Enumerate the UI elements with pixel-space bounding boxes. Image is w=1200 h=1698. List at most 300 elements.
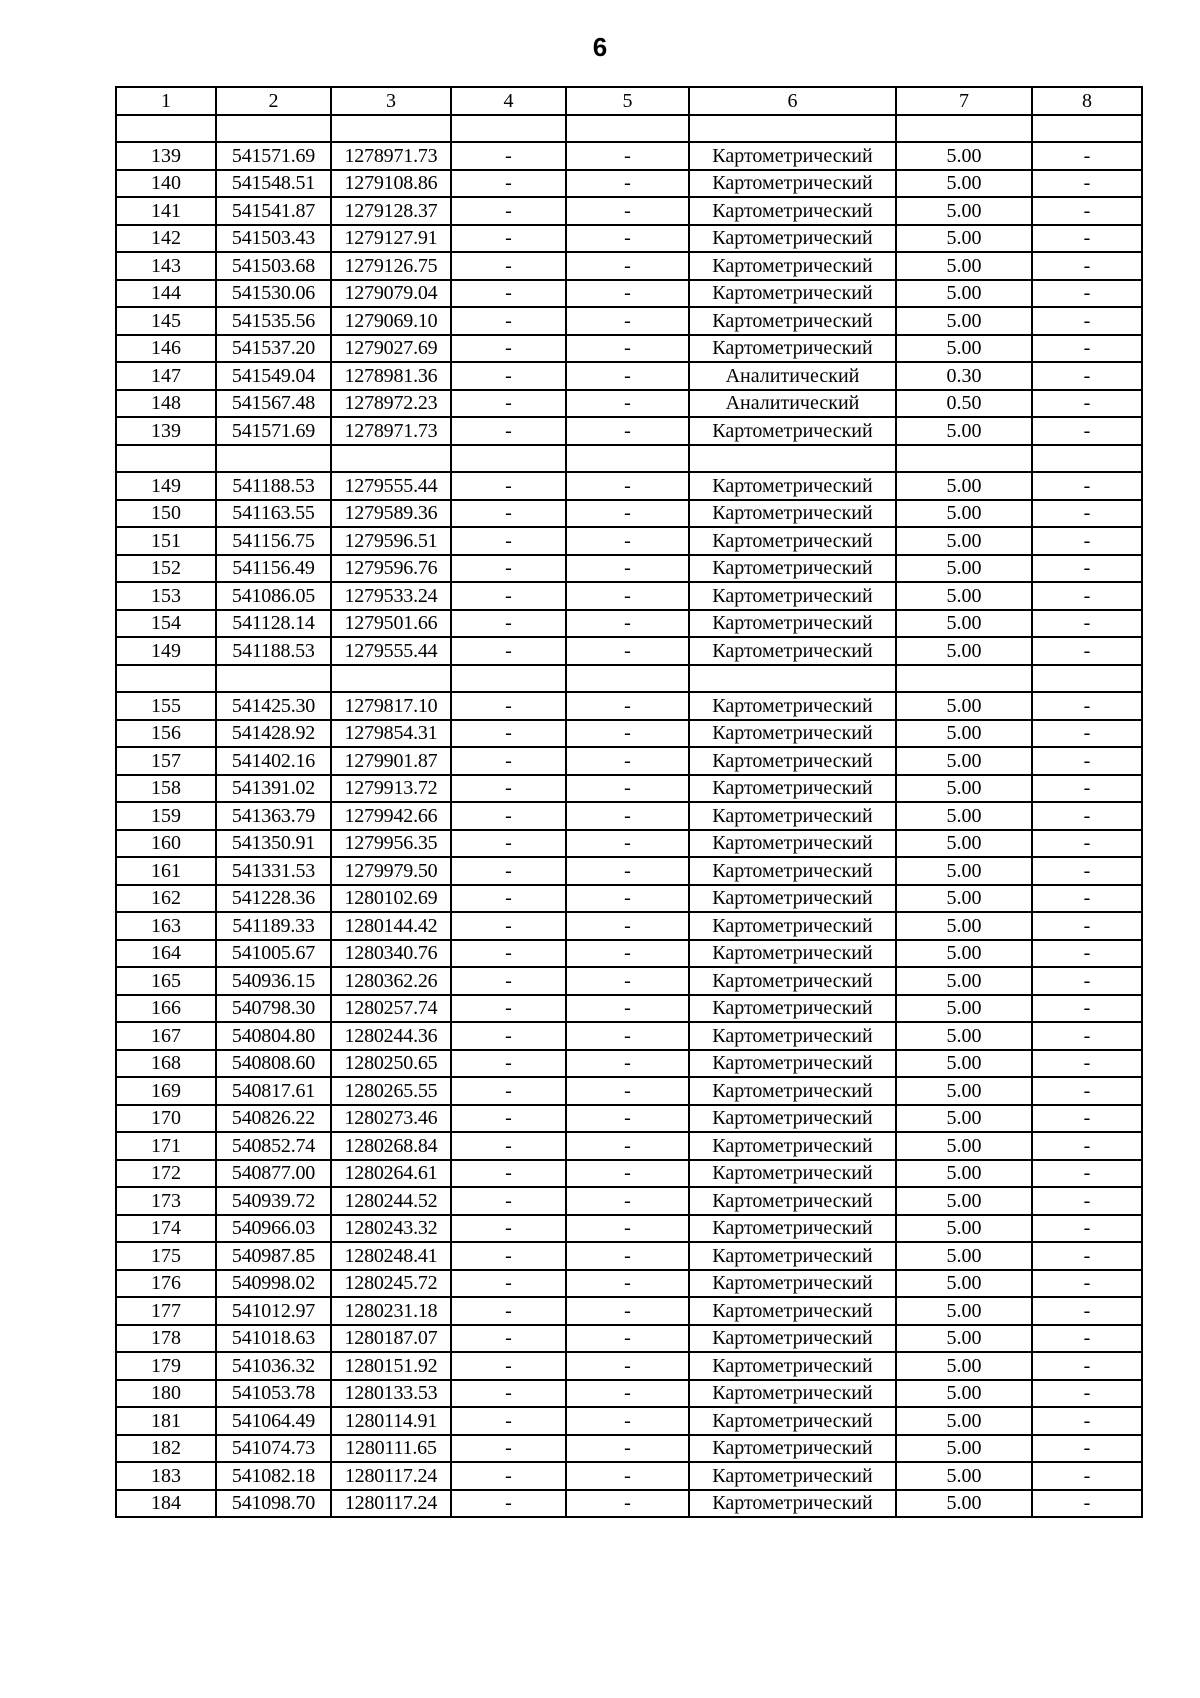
method-cell: Картометрический [689,967,896,995]
col8-cell: - [1032,582,1142,610]
table-row [116,500,1142,528]
col5-cell: - [566,1242,689,1270]
accuracy-cell: 5.00 [896,720,1032,748]
table-row [116,115,1142,143]
point-number-cell [116,665,216,693]
y-coordinate-cell: 1279069.10 [331,307,451,335]
y-coordinate-cell: 1279555.44 [331,637,451,665]
method-cell: Картометрический [689,1325,896,1353]
point-number-cell: 168 [116,1050,216,1078]
x-coordinate-cell: 541428.92 [216,720,331,748]
x-coordinate-cell: 541571.69 [216,142,331,170]
col4-cell: - [451,197,566,225]
x-coordinate-cell: 540852.74 [216,1132,331,1160]
col8-cell: - [1032,197,1142,225]
point-number-cell: 172 [116,1160,216,1188]
y-coordinate-cell: 1280117.24 [331,1462,451,1490]
col5-cell: - [566,830,689,858]
col8-cell: - [1032,527,1142,555]
x-coordinate-cell: 541567.48 [216,390,331,418]
col8-cell: - [1032,472,1142,500]
x-coordinate-cell: 541549.04 [216,362,331,390]
column-header: 3 [331,87,451,115]
accuracy-cell: 5.00 [896,885,1032,913]
x-coordinate-cell: 540998.02 [216,1270,331,1298]
table-row [116,362,1142,390]
y-coordinate-cell: 1279079.04 [331,280,451,308]
table-row [116,1242,1142,1270]
accuracy-cell: 5.00 [896,335,1032,363]
col4-cell: - [451,252,566,280]
accuracy-cell: 5.00 [896,1297,1032,1325]
col5-cell: - [566,1105,689,1133]
col4-cell [451,665,566,693]
col8-cell: - [1032,1187,1142,1215]
col8-cell: - [1032,747,1142,775]
table-row [116,142,1142,170]
accuracy-cell: 5.00 [896,197,1032,225]
col4-cell: - [451,1297,566,1325]
y-coordinate-cell: 1280102.69 [331,885,451,913]
col5-cell [566,115,689,143]
x-coordinate-cell: 541018.63 [216,1325,331,1353]
x-coordinate-cell: 541189.33 [216,912,331,940]
accuracy-cell: 5.00 [896,252,1032,280]
x-coordinate-cell: 540966.03 [216,1215,331,1243]
method-cell: Картометрический [689,500,896,528]
col4-cell: - [451,1407,566,1435]
y-coordinate-cell: 1280264.61 [331,1160,451,1188]
x-coordinate-cell: 541391.02 [216,775,331,803]
point-number-cell: 166 [116,995,216,1023]
method-cell: Картометрический [689,1380,896,1408]
col8-cell: - [1032,885,1142,913]
x-coordinate-cell: 540877.00 [216,1160,331,1188]
col8-cell: - [1032,1380,1142,1408]
col5-cell: - [566,1050,689,1078]
point-number-cell: 141 [116,197,216,225]
accuracy-cell: 5.00 [896,802,1032,830]
col5-cell: - [566,1187,689,1215]
col8-cell: - [1032,390,1142,418]
point-number-cell: 143 [116,252,216,280]
method-cell: Картометрический [689,1490,896,1518]
col4-cell: - [451,940,566,968]
method-cell: Картометрический [689,1050,896,1078]
y-coordinate-cell: 1280243.32 [331,1215,451,1243]
method-cell: Картометрический [689,692,896,720]
method-cell: Картометрический [689,555,896,583]
col8-cell: - [1032,1160,1142,1188]
table-row [116,1050,1142,1078]
accuracy-cell: 5.00 [896,1352,1032,1380]
point-number-cell [116,115,216,143]
col5-cell: - [566,582,689,610]
point-number-cell: 145 [116,307,216,335]
col5-cell: - [566,1325,689,1353]
x-coordinate-cell: 541163.55 [216,500,331,528]
y-coordinate-cell: 1280250.65 [331,1050,451,1078]
col4-cell: - [451,1380,566,1408]
col5-cell: - [566,1297,689,1325]
col8-cell: - [1032,857,1142,885]
method-cell: Картометрический [689,1270,896,1298]
accuracy-cell: 5.00 [896,1380,1032,1408]
table-row [116,252,1142,280]
col5-cell: - [566,967,689,995]
col8-cell: - [1032,610,1142,638]
x-coordinate-cell: 541053.78 [216,1380,331,1408]
col4-cell: - [451,170,566,198]
y-coordinate-cell: 1280114.91 [331,1407,451,1435]
col4-cell: - [451,967,566,995]
point-number-cell: 180 [116,1380,216,1408]
column-header: 5 [566,87,689,115]
col4-cell: - [451,857,566,885]
accuracy-cell: 5.00 [896,857,1032,885]
col5-cell: - [566,170,689,198]
x-coordinate-cell: 541188.53 [216,472,331,500]
accuracy-cell: 0.50 [896,390,1032,418]
method-cell: Картометрический [689,912,896,940]
method-cell: Аналитический [689,362,896,390]
col5-cell: - [566,1077,689,1105]
method-cell: Картометрический [689,170,896,198]
method-cell: Картометрический [689,582,896,610]
x-coordinate-cell: 541548.51 [216,170,331,198]
col8-cell: - [1032,1462,1142,1490]
col4-cell: - [451,1187,566,1215]
point-number-cell: 183 [116,1462,216,1490]
point-number-cell: 178 [116,1325,216,1353]
point-number-cell: 182 [116,1435,216,1463]
x-coordinate-cell [216,115,331,143]
col5-cell: - [566,472,689,500]
point-number-cell: 173 [116,1187,216,1215]
y-coordinate-cell: 1279027.69 [331,335,451,363]
x-coordinate-cell: 541098.70 [216,1490,331,1518]
col5-cell: - [566,857,689,885]
col5-cell: - [566,417,689,445]
method-cell [689,445,896,473]
accuracy-cell: 5.00 [896,830,1032,858]
x-coordinate-cell: 540826.22 [216,1105,331,1133]
y-coordinate-cell: 1280231.18 [331,1297,451,1325]
accuracy-cell: 5.00 [896,1050,1032,1078]
y-coordinate-cell: 1279979.50 [331,857,451,885]
y-coordinate-cell: 1280144.42 [331,912,451,940]
method-cell: Картометрический [689,1297,896,1325]
col4-cell: - [451,225,566,253]
col8-cell: - [1032,417,1142,445]
col5-cell: - [566,1022,689,1050]
table-row [116,307,1142,335]
accuracy-cell: 5.00 [896,967,1032,995]
col8-cell: - [1032,170,1142,198]
point-number-cell: 174 [116,1215,216,1243]
y-coordinate-cell: 1280362.26 [331,967,451,995]
table-row [116,445,1142,473]
x-coordinate-cell: 541074.73 [216,1435,331,1463]
accuracy-cell [896,445,1032,473]
col5-cell: - [566,1215,689,1243]
table-row [116,582,1142,610]
accuracy-cell: 5.00 [896,940,1032,968]
point-number-cell: 149 [116,637,216,665]
column-header: 7 [896,87,1032,115]
accuracy-cell: 5.00 [896,1105,1032,1133]
col5-cell: - [566,1270,689,1298]
col5-cell: - [566,362,689,390]
table-row [116,775,1142,803]
column-header: 8 [1032,87,1142,115]
col5-cell: - [566,1462,689,1490]
col5-cell: - [566,335,689,363]
col4-cell: - [451,1050,566,1078]
col4-cell [451,445,566,473]
col8-cell: - [1032,362,1142,390]
col8-cell: - [1032,1407,1142,1435]
point-number-cell: 153 [116,582,216,610]
accuracy-cell: 5.00 [896,1215,1032,1243]
table-row [116,225,1142,253]
method-cell: Картометрический [689,940,896,968]
col8-cell: - [1032,1325,1142,1353]
method-cell: Картометрический [689,252,896,280]
col4-cell: - [451,142,566,170]
col4-cell: - [451,280,566,308]
col4-cell: - [451,912,566,940]
y-coordinate-cell: 1278972.23 [331,390,451,418]
col8-cell: - [1032,1050,1142,1078]
point-number-cell: 149 [116,472,216,500]
method-cell: Картометрический [689,1215,896,1243]
accuracy-cell: 5.00 [896,1462,1032,1490]
page-number: 6 [592,32,608,62]
col8-cell: - [1032,555,1142,583]
table-row [116,940,1142,968]
column-header: 1 [116,87,216,115]
col8-cell: - [1032,1215,1142,1243]
col4-cell: - [451,1132,566,1160]
col8-cell: - [1032,775,1142,803]
col5-cell: - [566,720,689,748]
col4-cell: - [451,307,566,335]
y-coordinate-cell: 1280244.52 [331,1187,451,1215]
method-cell: Картометрический [689,1242,896,1270]
point-number-cell: 156 [116,720,216,748]
col8-cell: - [1032,967,1142,995]
col5-cell: - [566,1160,689,1188]
x-coordinate-cell: 541363.79 [216,802,331,830]
x-coordinate-cell: 541064.49 [216,1407,331,1435]
x-coordinate-cell: 541005.67 [216,940,331,968]
table-row [116,1215,1142,1243]
method-cell: Картометрический [689,1077,896,1105]
table-row [116,1132,1142,1160]
col5-cell: - [566,610,689,638]
y-coordinate-cell [331,665,451,693]
x-coordinate-cell: 540804.80 [216,1022,331,1050]
accuracy-cell: 5.00 [896,995,1032,1023]
table-row [116,610,1142,638]
col5-cell: - [566,1435,689,1463]
y-coordinate-cell: 1280151.92 [331,1352,451,1380]
accuracy-cell: 5.00 [896,912,1032,940]
x-coordinate-cell: 541503.43 [216,225,331,253]
method-cell: Картометрический [689,280,896,308]
x-coordinate-cell: 541537.20 [216,335,331,363]
col8-cell: - [1032,1297,1142,1325]
table-row [116,555,1142,583]
method-cell: Картометрический [689,1132,896,1160]
col8-cell: - [1032,802,1142,830]
col8-cell: - [1032,995,1142,1023]
col4-cell: - [451,1462,566,1490]
col5-cell: - [566,747,689,775]
col4-cell: - [451,527,566,555]
table-row [116,1380,1142,1408]
y-coordinate-cell: 1280244.36 [331,1022,451,1050]
point-number-cell: 155 [116,692,216,720]
x-coordinate-cell: 541571.69 [216,417,331,445]
table-row [116,390,1142,418]
y-coordinate-cell: 1279913.72 [331,775,451,803]
point-number-cell [116,445,216,473]
accuracy-cell: 5.00 [896,582,1032,610]
method-cell: Картометрический [689,1160,896,1188]
point-number-cell: 152 [116,555,216,583]
y-coordinate-cell: 1279128.37 [331,197,451,225]
accuracy-cell: 5.00 [896,1160,1032,1188]
point-number-cell: 176 [116,1270,216,1298]
accuracy-cell: 5.00 [896,280,1032,308]
accuracy-cell: 5.00 [896,1187,1032,1215]
table-row [116,692,1142,720]
col4-cell: - [451,417,566,445]
x-coordinate-cell: 541012.97 [216,1297,331,1325]
accuracy-cell: 5.00 [896,1407,1032,1435]
x-coordinate-cell [216,665,331,693]
y-coordinate-cell: 1279942.66 [331,802,451,830]
col4-cell: - [451,1270,566,1298]
method-cell: Картометрический [689,1435,896,1463]
table-row [116,1077,1142,1105]
method-cell: Картометрический [689,472,896,500]
point-number-cell: 171 [116,1132,216,1160]
table-row [116,912,1142,940]
y-coordinate-cell: 1279901.87 [331,747,451,775]
x-coordinate-cell [216,445,331,473]
x-coordinate-cell: 540808.60 [216,1050,331,1078]
col4-cell: - [451,1242,566,1270]
accuracy-cell: 5.00 [896,472,1032,500]
point-number-cell: 179 [116,1352,216,1380]
col4-cell: - [451,335,566,363]
table-row [116,1022,1142,1050]
table-row [116,720,1142,748]
col8-cell: - [1032,1077,1142,1105]
method-cell: Картометрический [689,802,896,830]
col5-cell: - [566,142,689,170]
method-cell: Картометрический [689,527,896,555]
accuracy-cell: 5.00 [896,225,1032,253]
method-cell: Картометрический [689,197,896,225]
y-coordinate-cell: 1279127.91 [331,225,451,253]
point-number-cell: 154 [116,610,216,638]
y-coordinate-cell: 1279854.31 [331,720,451,748]
method-cell: Картометрический [689,307,896,335]
accuracy-cell: 5.00 [896,1490,1032,1518]
y-coordinate-cell: 1279126.75 [331,252,451,280]
y-coordinate-cell: 1279817.10 [331,692,451,720]
col8-cell: - [1032,1132,1142,1160]
col8-cell: - [1032,940,1142,968]
method-cell [689,115,896,143]
accuracy-cell: 5.00 [896,142,1032,170]
accuracy-cell: 5.00 [896,307,1032,335]
y-coordinate-cell: 1279108.86 [331,170,451,198]
table-row [116,472,1142,500]
y-coordinate-cell: 1278971.73 [331,142,451,170]
col8-cell: - [1032,720,1142,748]
table-row [116,967,1142,995]
x-coordinate-cell: 541541.87 [216,197,331,225]
col5-cell [566,445,689,473]
accuracy-cell: 5.00 [896,555,1032,583]
col5-cell [566,665,689,693]
table-header-row [116,87,1142,115]
col4-cell: - [451,637,566,665]
y-coordinate-cell: 1280268.84 [331,1132,451,1160]
point-number-cell: 158 [116,775,216,803]
col8-cell: - [1032,692,1142,720]
table-row [116,1325,1142,1353]
point-number-cell: 139 [116,417,216,445]
col4-cell: - [451,1435,566,1463]
x-coordinate-cell: 541086.05 [216,582,331,610]
table-body [116,115,1142,1518]
col8-cell: - [1032,307,1142,335]
table-row [116,335,1142,363]
y-coordinate-cell: 1279533.24 [331,582,451,610]
accuracy-cell: 5.00 [896,775,1032,803]
method-cell: Картометрический [689,830,896,858]
col5-cell: - [566,775,689,803]
y-coordinate-cell: 1280117.24 [331,1490,451,1518]
col5-cell: - [566,1352,689,1380]
point-number-cell: 147 [116,362,216,390]
point-number-cell: 175 [116,1242,216,1270]
y-coordinate-cell: 1280133.53 [331,1380,451,1408]
point-number-cell: 164 [116,940,216,968]
point-number-cell: 159 [116,802,216,830]
col8-cell: - [1032,1270,1142,1298]
col5-cell: - [566,280,689,308]
method-cell: Аналитический [689,390,896,418]
method-cell: Картометрический [689,775,896,803]
col8-cell: - [1032,1352,1142,1380]
x-coordinate-cell: 541350.91 [216,830,331,858]
table-row [116,170,1142,198]
accuracy-cell: 5.00 [896,1132,1032,1160]
col5-cell: - [566,555,689,583]
point-number-cell: 148 [116,390,216,418]
method-cell: Картометрический [689,1022,896,1050]
x-coordinate-cell: 541188.53 [216,637,331,665]
y-coordinate-cell: 1280245.72 [331,1270,451,1298]
point-number-cell: 167 [116,1022,216,1050]
